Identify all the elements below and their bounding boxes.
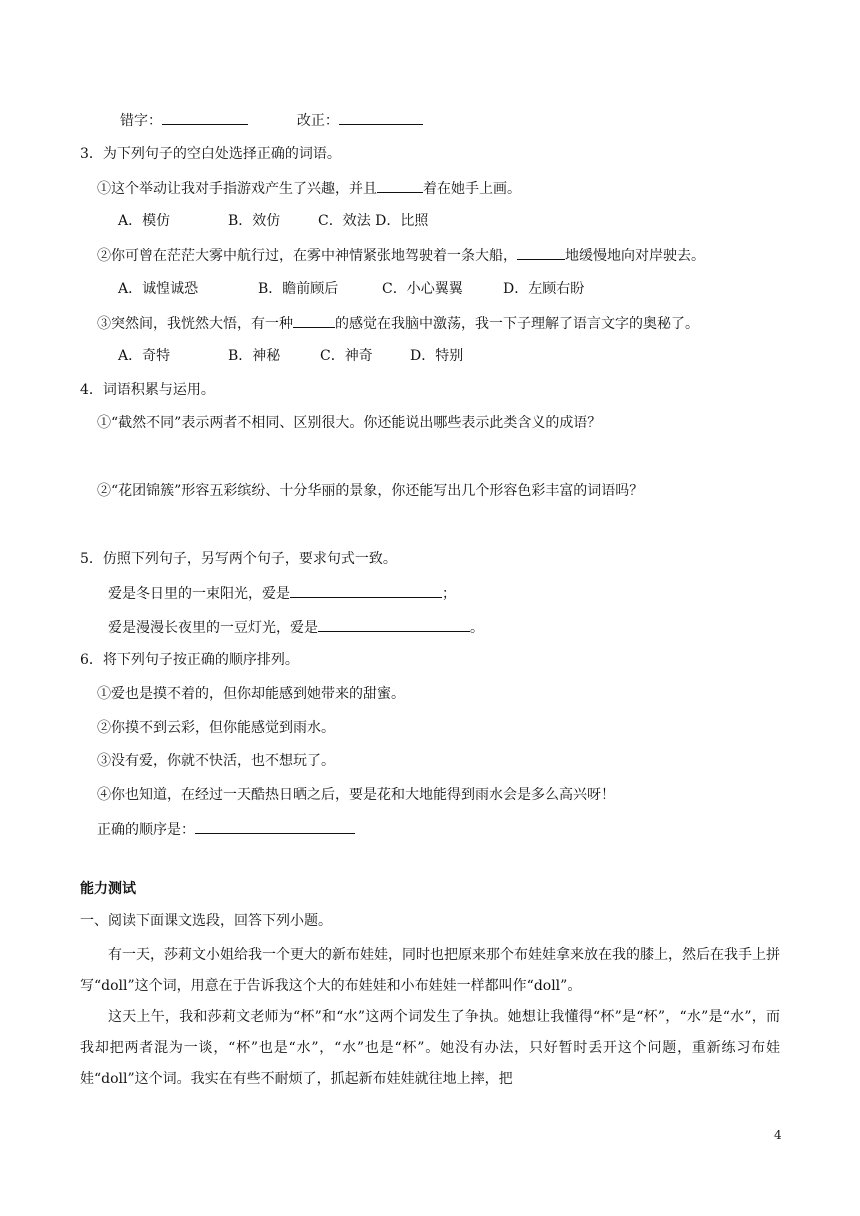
q4-sentence-2: ②“花团锦簇”形容五彩缤纷、十分华丽的景象，你还能写出几个形容色彩丰富的词语吗？	[97, 483, 644, 499]
q4-sentence-1: ①“截然不同”表示两者不相同、区别很大。你还能说出哪些表示此类含义的成语？	[97, 415, 602, 431]
option[interactable]: A．模仿	[118, 213, 171, 229]
wrong-char-blank[interactable]	[162, 110, 248, 125]
q3-s1-options	[118, 211, 428, 231]
correction-blank[interactable]	[339, 110, 423, 125]
q5-line-2: 爱是漫漫长夜里的一豆灯光，爱是 。	[108, 617, 484, 638]
q3-s1-blank[interactable]	[377, 178, 423, 193]
option[interactable]: C．效法 D．比照	[318, 213, 429, 229]
q6-item: ④你也知道，在经过一天酷热日晒之后，要是花和大地能得到雨水会是多么高兴呀！	[97, 787, 615, 803]
q5-blank-2[interactable]	[318, 617, 470, 632]
q5-line-1: 爱是冬日里的一束阳光，爱是 ；	[108, 583, 456, 604]
q3-s2-options	[118, 279, 584, 299]
q6-item: ③没有爱，你就不快活，也不想玩了。	[97, 753, 335, 769]
q2-wrong-char-line: 错字： 改正：	[120, 110, 423, 131]
option[interactable]: A．诚惶诚恐	[118, 281, 199, 297]
q5-title: 5．仿照下列句子，另写两个句子，要求句式一致。	[80, 551, 397, 567]
q3-sentence-2: ②你可曾在茫茫大雾中航行过，在雾中神情紧张地驾驶着一条大船， 地缓慢地向对岸驶去。	[97, 245, 705, 266]
q6-title: 6．将下列句子按正确的顺序排列。	[80, 652, 299, 668]
option[interactable]: A．奇特	[118, 348, 171, 364]
section-heading: 能力测试	[80, 881, 136, 897]
reading-question-title: 一、阅读下面课文选段，回答下列小题。	[80, 913, 332, 929]
q3-sentence-1: ①这个举动让我对手指游戏产生了兴趣，并且 着在她手上画。	[97, 178, 521, 199]
q6-answer-line: 正确的顺序是：	[97, 819, 355, 840]
option[interactable]: B．效仿	[228, 213, 281, 229]
q4-title: 4．词语积累与运用。	[80, 382, 215, 398]
page-number: 4	[774, 1128, 782, 1142]
q6-item: ①爱也是摸不着的，但你却能感到她带来的甜蜜。	[97, 686, 405, 702]
q6-answer-blank[interactable]	[195, 819, 355, 834]
q3-s2-blank[interactable]	[517, 245, 565, 260]
option[interactable]: C．小心翼翼	[382, 281, 463, 297]
option[interactable]: D．特别	[410, 348, 464, 364]
q5-blank-1[interactable]	[290, 583, 442, 598]
passage-paragraph: 有一天，莎莉文小姐给我一个更大的新布娃娃，同时也把原来那个布娃娃拿来放在我的膝上，然后在我手上拼写“doll”这个词，用意在于告诉我这个大的布娃娃和小布娃娃一样都叫作“doll”。	[80, 947, 780, 994]
q3-sentence-3: ③突然间，我恍然大悟，有一种 的感觉在我脑中激荡，我一下子理解了语言文字的奥秘了。	[97, 313, 699, 334]
q3-title: 3．为下列句子的空白处选择正确的词语。	[80, 146, 341, 162]
reading-passage	[80, 940, 780, 1095]
passage-paragraph: 这天上午，我和莎莉文老师为“杯”和“水”这两个词发生了争执。她想让我懂得“杯”是“杯”，“水”是“水”，而我却把两者混为一谈，“杯”也是“水”，“水”也是“杯”。她没有办法，只好暂时丢开这个问题，重新练习布娃娃“doll”这个词。我实在有些不耐烦了，抓起新布娃娃就往地上摔，把	[80, 1009, 780, 1087]
q3-s3-options	[118, 346, 463, 366]
option[interactable]: D．左顾右盼	[503, 281, 585, 297]
option[interactable]: B．瞻前顾后	[258, 281, 339, 297]
q3-s3-blank[interactable]	[293, 313, 335, 328]
option[interactable]: C．神奇	[320, 348, 373, 364]
q6-item: ②你摸不到云彩，但你能感觉到雨水。	[97, 720, 335, 736]
option[interactable]: B．神秘	[228, 348, 281, 364]
